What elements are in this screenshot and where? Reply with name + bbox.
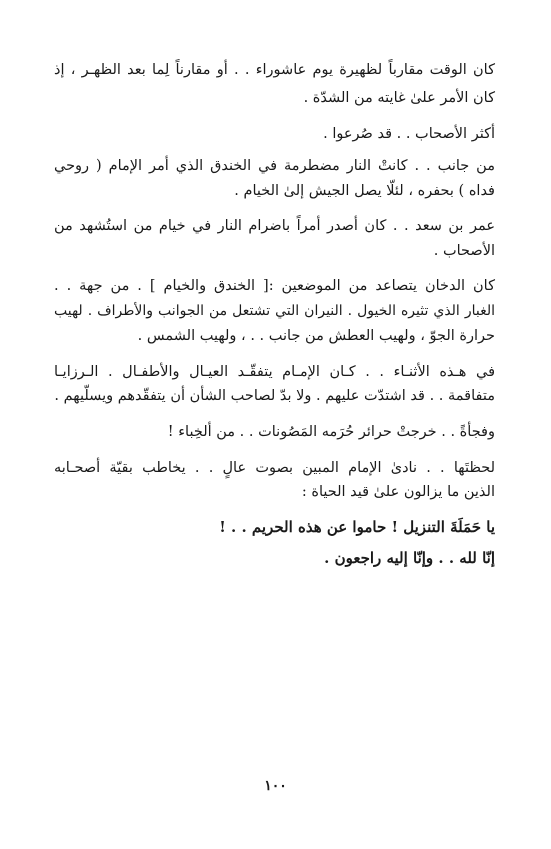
text-line: الذين ما يزالون علىٰ قيد الحياة : [301, 484, 495, 500]
text-line: حرارة الجوّ ، ولهيب العطش من جانب . . ، ولهيب الشمس . [137, 328, 495, 344]
text-line: كان الدخان يتصاعد من الموضعين :[ الخندق والخيام ] . من جهة . . [54, 278, 495, 294]
text-line: في هـذه الأثنـاء . . كـان الإمـام يتفقّـد العيـال والأطفـال . الـرزايـا [54, 364, 495, 380]
text-line: عمر بن سعد . . كان أصدر أمراً باضرام النار في خيام من استُشهد من [54, 218, 495, 234]
text-line: كان الوقت مقارباً لظهيرة يوم عاشوراء . . أو مقارناً لِما بعد الظهـر ، إذ [54, 62, 495, 78]
text-line: إنّا لله . . وإنّا إليه راجعون . [324, 549, 495, 567]
text-line: الأصحاب . [433, 243, 495, 259]
page-number: ١٠٠ [264, 778, 287, 794]
text-line: كان الأمر علىٰ غايته من الشدّة . [303, 90, 495, 106]
text-line: الغبار الذي تثيره الخيول . النيران التي تشتعل من الجوانب والأطراف . لهيب [54, 303, 495, 319]
text-line: فداه ) بحفره ، لئلّا يصل الجيش إلىٰ الخيام . [234, 183, 495, 199]
text-line: وفجأةً . . خرجتْ حرائر حُرَمه المَصُونات . . من ألخِباء ! [167, 424, 495, 440]
text-line: من جانب . . كانتْ النار مضطرمة في الخندق الذي أمر الإمام ( روحي [54, 158, 495, 174]
text-line: يا حَمَلَةَ التنزيل ! حاموا عن هذه الحريم . . ! [219, 518, 495, 536]
text-line: متفاقمة . . قد اشتدّت عليهم . ولا بدّ لصاحب الشأن أن يتفقّدهم ويسلّيهم . [54, 388, 495, 404]
text-line: لحظتَها . . نادىٰ الإمام المبين بصوت عالٍ . . يخاطب بقيّة أصحـابه [54, 460, 495, 476]
text-line: أكثر الأصحاب . . قد صُرعوا . [323, 126, 495, 142]
